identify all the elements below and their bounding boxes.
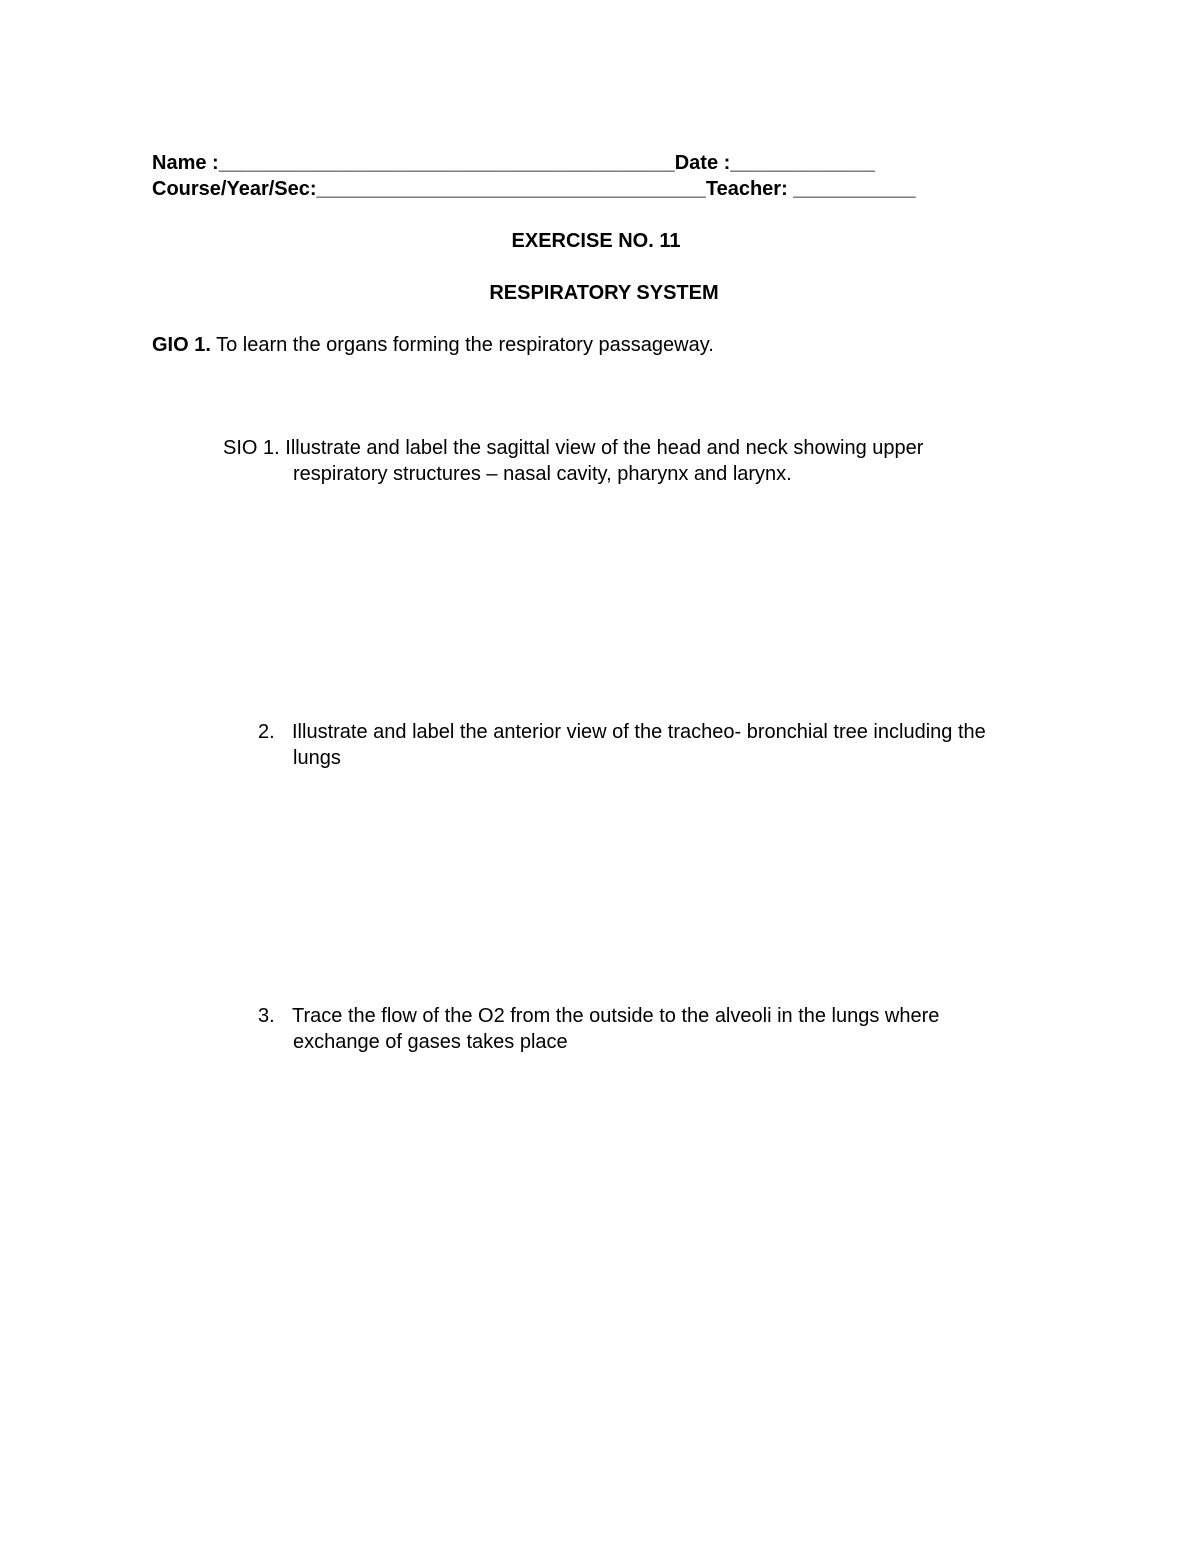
item-2-line-1 <box>258 719 986 745</box>
gio-text: To learn the organs forming the respiratory passageway. <box>210 334 714 356</box>
sio-1-number: SIO 1. <box>223 437 280 459</box>
gio-label: GIO 1. <box>152 334 211 356</box>
item-3-text: Trace the flow of the O2 from the outside to the alveoli in the lungs where <box>292 1005 940 1027</box>
exercise-title: EXERCISE NO. 11 <box>511 230 681 252</box>
item-3-line-1 <box>258 1003 939 1029</box>
item-2-line-2: lungs <box>293 747 341 769</box>
sio-1-text: Illustrate and label the sagittal view of the head and neck showing upper <box>279 437 924 459</box>
sio-1-line-1 <box>223 435 923 461</box>
gio-objective <box>152 332 714 358</box>
course-teacher-line: Course/Year/Sec:___________________________________Teacher: ___________ <box>152 178 916 200</box>
item-3-line-2: exchange of gases takes place <box>293 1031 568 1053</box>
sio-1-line-2: respiratory structures – nasal cavity, pharynx and larynx. <box>293 463 792 485</box>
name-date-line: Name :_________________________________________Date :_____________ <box>152 152 875 174</box>
item-2-text: Illustrate and label the anterior view of the tracheo- bronchial tree including the <box>292 721 986 743</box>
item-3-number: 3. <box>258 1005 275 1027</box>
exercise-subtitle: RESPIRATORY SYSTEM <box>489 282 719 304</box>
item-2-number: 2. <box>258 721 275 743</box>
